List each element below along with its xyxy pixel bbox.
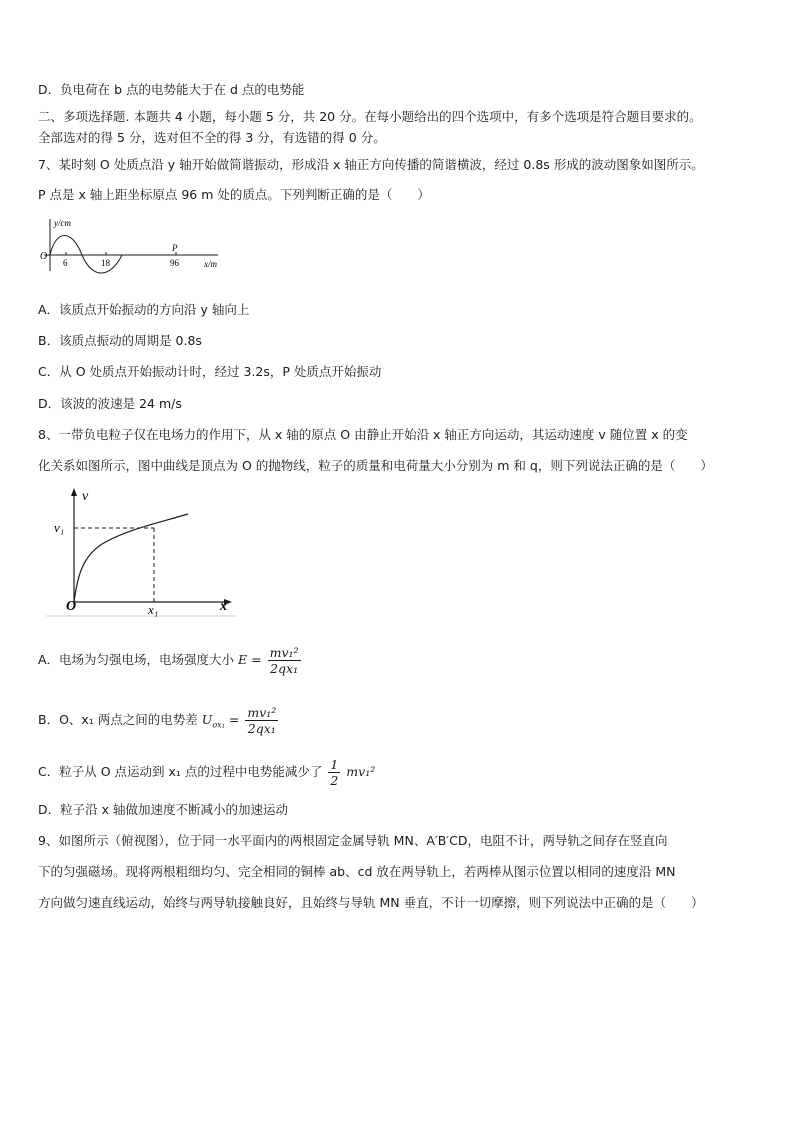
q8-option-a-numerator: mv₁² — [269, 645, 299, 660]
q8-stem-line1: 8、一带负电粒子仅在电场力的作用下，从 x 轴的原点 O 由静止开始沿 x 轴正方向运动，其运动速度 v 随位置 x 的变 — [38, 427, 688, 442]
q8-option-a — [38, 640, 303, 680]
q7-x-label: x/m — [204, 259, 217, 269]
q8-option-c-denominator: 2 — [330, 773, 339, 788]
q9-stem-line2: 下的匀强磁场。现将两根粗细均匀、完全相同的铜棒 ab、cd 放在两导轨上，若两棒从图示位置以相同的速度沿 MN — [38, 864, 676, 879]
q7-tick-label-96: 96 — [170, 258, 179, 268]
q8-parabola-curve — [74, 514, 188, 602]
q7-wave-curve — [50, 236, 122, 274]
section2-instructions-line1: 二、多项选择题. 本题共 4 小题，每小题 5 分，共 20 分。在每小题给出的四个选项中，有多个选项是符合题目要求的。 — [38, 109, 702, 124]
q8-option-a-fraction — [268, 645, 301, 676]
q8-x-label: x — [220, 599, 227, 614]
q9-stem-line3: 方向做匀速直线运动，始终与两导轨接触良好，且始终与导轨 MN 垂直，不计一切摩擦，则下列说法中正确的是（ ） — [38, 895, 704, 910]
q8-option-b-denominator: 2qx₁ — [247, 721, 276, 736]
q8-option-b: B．O、x₁ 两点之间的电势差 $U_{ox_1}$ = $\frac{\text{mv₁²}}{\text{2qx₁}}$ — [38, 705, 277, 736]
q8-option-d: D．粒子沿 x 轴做加速度不断减小的加速运动 — [38, 802, 288, 817]
q7-option-d: D．该波的波速是 24 m/s — [38, 396, 182, 411]
q7-option-b: B．该质点振动的周期是 0.8s — [38, 333, 202, 348]
q8-option-b-lhs: U — [201, 712, 213, 727]
q8-option-c-fraction — [328, 757, 340, 788]
q8-origin-label: O — [66, 599, 77, 614]
q8-x1-label: x₁ — [148, 602, 159, 617]
q8-option-a-text: A．电场为匀强电场，电场强度大小 — [38, 652, 235, 667]
q8-option-b-fraction — [245, 705, 278, 736]
q7-point-p-label: P — [172, 243, 178, 253]
q8-option-b-numerator: mv₁² — [247, 705, 277, 720]
q9-stem-line1: 9、如图所示（俯视图），位于同一水平面内的两根固定金属导轨 MN、A′B′CD，电阻不计，两导轨之间存在竖直向 — [38, 833, 668, 848]
q7-y-label: y/cm — [54, 218, 71, 228]
q8-stem-line2: 化关系如图所示，图中曲线是顶点为 O 的抛物线，粒子的质量和电荷量大小分别为 m 和 q，则下列说法正确的是（ ） — [38, 458, 713, 473]
q8-velocity-figure — [44, 486, 244, 618]
q8-v1-label: v₁ — [54, 520, 65, 535]
q8-option-a-lhs: E = — [238, 652, 262, 667]
q8-option-a-denominator: 2qx₁ — [270, 661, 299, 676]
q7-stem-line2: P 点是 x 轴上距坐标原点 96 m 处的质点。下列判断正确的是（ ） — [38, 187, 430, 202]
q8-option-b-text: B．O、x₁ 两点之间的电势差 — [38, 712, 198, 727]
q7-tick-label-18: 18 — [101, 258, 110, 268]
q8-option-b-subscript: ox₁ — [212, 720, 225, 730]
q7-option-c: C．从 O 处质点开始振动计时，经过 3.2s，P 处质点开始振动 — [38, 364, 382, 379]
q8-option-c-numerator: 1 — [330, 757, 339, 772]
q8-option-c — [38, 752, 375, 792]
q7-wave-figure — [38, 215, 228, 275]
q7-tick-label-6: 6 — [63, 258, 68, 268]
q7-origin-label: O — [40, 251, 48, 262]
q7-option-a: A．该质点开始振动的方向沿 y 轴向上 — [38, 302, 250, 317]
q6-option-d: D．负电荷在 b 点的电势能大于在 d 点的电势能 — [38, 82, 305, 97]
q8-option-c-tail: mv₁² — [346, 764, 376, 779]
q7-stem-line1: 7、某时刻 O 处质点沿 y 轴开始做简谐振动，形成沿 x 轴正方向传播的简谐横波，经过 0.8s 形成的波动图象如图所示。 — [38, 157, 704, 172]
q8-y-arrow — [71, 488, 77, 496]
section2-instructions-line2: 全部选对的得 5 分，选对但不全的得 3 分，有选错的得 0 分。 — [38, 130, 386, 145]
q8-y-label: v — [82, 489, 89, 504]
q8-option-c-text: C．粒子从 O 点运动到 x₁ 点的过程中电势能减少了 — [38, 764, 323, 779]
